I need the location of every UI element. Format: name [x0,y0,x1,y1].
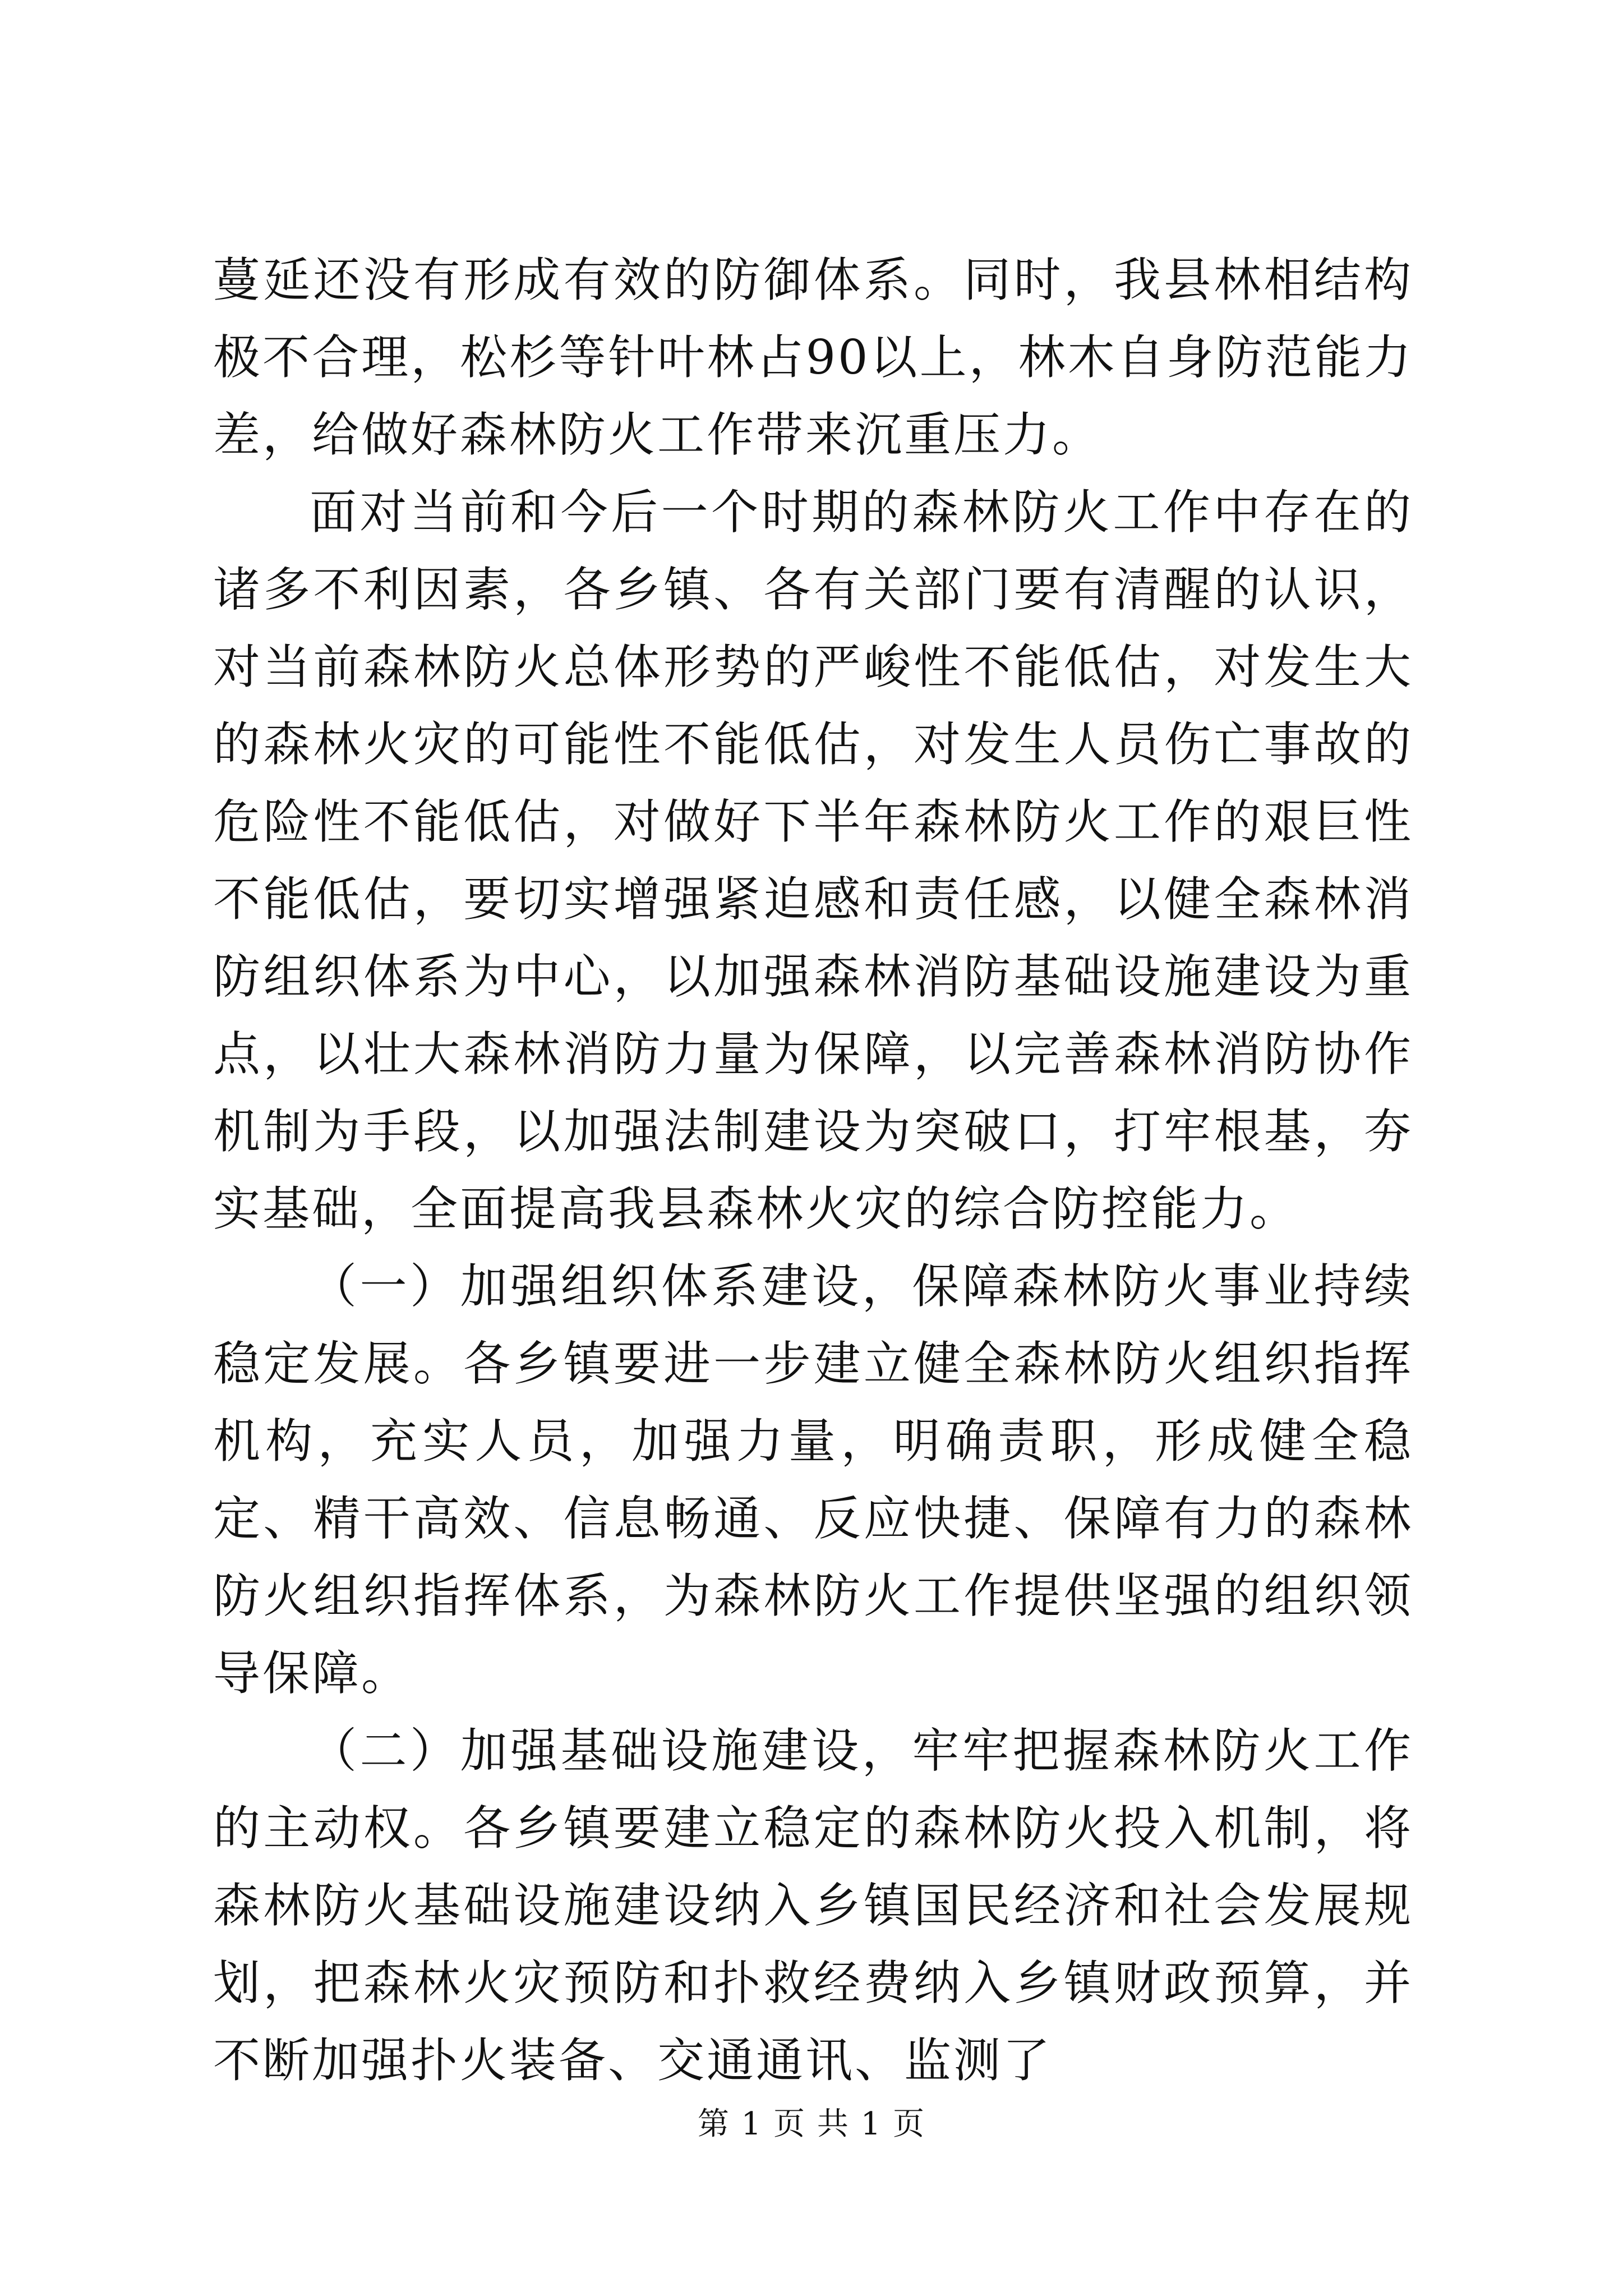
paragraph-1: 蔓延还没有形成有效的防御体系。同时，我县林相结构极不合理，松杉等针叶林占90以上，林木自身防范能力差，给做好森林防火工作带来沉重压力。 [213,252,1413,462]
paragraph-4: （二）加强基础设施建设，牢牢把握森林防火工作的主动权。各乡镇要建立稳定的森林防火投入机制，将森林防火基础设施建设纳入乡镇国民经济和社会发展规划，把森林火灾预防和扑救经费纳入乡镇财政预算，并不断加强扑火装备、交通通讯、监测了 [213,1723,1413,2088]
paragraph-3: （一）加强组织体系建设，保障森林防火事业持续稳定发展。各乡镇要进一步建立健全森林防火组织指挥机构，充实人员，加强力量，明确责职，形成健全稳定、精干高效、信息畅通、反应快捷、保障有力的森林防火组织指挥体系，为森林防火工作提供坚强的组织领导保障。 [213,1259,1413,1701]
page-number-footer: 第 1 页 共 1 页 [697,2106,926,2142]
document-body [213,241,1413,2099]
paragraph-2: 面对当前和今后一个时期的森林防火工作中存在的诸多不利因素，各乡镇、各有关部门要有清醒的认识，对当前森林防火总体形势的严峻性不能低估，对发生大的森林火灾的可能性不能低估，对发生人员伤亡事故的危险性不能低估，对做好下半年森林防火工作的艰巨性不能低估，要切实增强紧迫感和责任感，以健全森林消防组织体系为中心，以加强森林消防基础设施建设为重点，以壮大森林消防力量为保障，以完善森林消防协作机制为手段，以加强法制建设为突破口，打牢根基，夯实基础，全面提高我县森林火灾的综合防控能力。 [213,485,1413,1236]
